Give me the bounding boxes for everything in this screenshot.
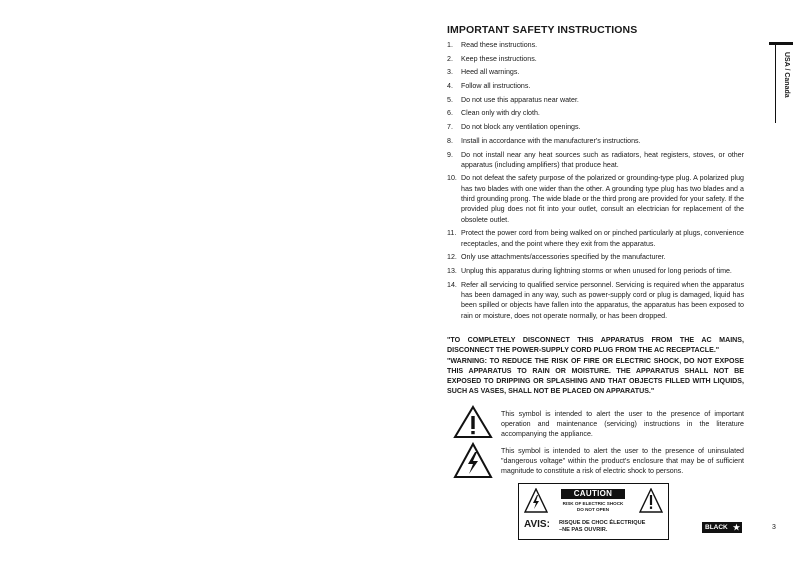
item-number: 5. <box>447 95 453 104</box>
item-text: Keep these instructions. <box>461 54 537 63</box>
item-number: 9. <box>447 150 453 159</box>
item-text: Unplug this apparatus during lightning storms or when unused for long periods of time. <box>461 267 732 276</box>
item-number: 7. <box>447 123 453 132</box>
caution-risk-text <box>557 501 629 512</box>
item-text: Read these instructions. <box>461 41 538 49</box>
avis-text <box>559 520 645 533</box>
page-title: IMPORTANT SAFETY INSTRUCTIONS <box>447 24 638 36</box>
item-number: 12. <box>447 253 457 262</box>
list-item <box>447 150 744 171</box>
lightning-triangle-icon <box>524 488 548 514</box>
logo-text: BLACK <box>705 524 728 531</box>
risk-line: RISK OF ELECTRIC SHOCK <box>562 501 624 506</box>
item-number: 1. <box>447 41 453 49</box>
item-text: Do not install near any heat sources such as radiators, heat registers, stoves, or other apparatus (including amplifiers) that produce heat. <box>461 150 744 169</box>
list-item <box>447 280 744 321</box>
star-icon: ★ <box>732 523 740 532</box>
item-number: 13. <box>447 267 457 276</box>
lightning-triangle-icon <box>453 442 493 480</box>
list-item <box>447 108 744 118</box>
fire-shock-warning: "WARNING: TO REDUCE THE RISK OF FIRE OR ELECTRIC SHOCK, DO NOT EXPOSE THIS APPARATUS TO RAIN OR MOISTURE. THE APPARATUS SHALL NOT BE EXPOSED TO DRIPPING OR SPLASHING AND THAT OBJECTS FILLED WITH LIQUIDS, SUCH AS VASES, SHALL NOT BE PLACED ON APPARATUS." <box>447 357 744 395</box>
item-number: 10. <box>447 174 457 183</box>
list-item <box>447 173 744 224</box>
brand-logo <box>702 522 742 533</box>
avis-label: AVIS: <box>524 519 550 530</box>
item-text: Install in accordance with the manufacturer's instructions. <box>461 136 641 145</box>
instructions-list <box>447 40 744 324</box>
exclamation-triangle-icon <box>453 405 493 439</box>
side-tab-label: USA / Canada <box>783 52 790 98</box>
page-number: 3 <box>772 524 776 531</box>
item-text: Only use attachments/accessories specified by the manufacturer. <box>461 253 666 262</box>
side-tab-line <box>775 45 776 123</box>
avis-line: –NE PAS OUVRIR. <box>559 526 608 533</box>
list-item <box>447 228 744 249</box>
side-tab-bar <box>769 42 793 45</box>
item-text: Follow all instructions. <box>461 82 531 91</box>
caution-label <box>518 483 669 540</box>
risk-line: DO NOT OPEN <box>576 506 610 512</box>
item-number: 8. <box>447 136 453 145</box>
exclamation-triangle-icon <box>639 488 663 514</box>
item-number: 14. <box>447 280 457 289</box>
item-number: 11. <box>447 229 457 238</box>
avis-line: RISQUE DE CHOC ÉLECTRIQUE <box>559 520 646 526</box>
list-item <box>447 81 744 91</box>
item-text: Do not block any ventilation openings. <box>461 123 581 132</box>
list-item <box>447 54 744 64</box>
list-item <box>447 266 744 276</box>
item-text: Heed all warnings. <box>461 68 520 77</box>
item-text: Do not defeat the safety purpose of the polarized or grounding-type plug. A polarized plug has two blades with one wider than the other. A grounding type plug has two blades and a third grounding prong. The wide blade or the third prong are provided for your safety. If the provided plug does not fit into your outlet, consult an electrician for replacement of the obsolete outlet. <box>461 174 744 224</box>
list-item <box>447 67 744 77</box>
item-number: 4. <box>447 82 453 91</box>
list-item <box>447 136 744 146</box>
item-text: Refer all servicing to qualified service personnel. Servicing is required when the apparatus has been damaged in any way, such as power-supply cord or plug is damaged, liquid has been spilled or objects have fallen into the apparatus, the apparatus has been exposed to rain or moisture, does not operate normally, or has been dropped. <box>461 280 744 320</box>
item-text: Protect the power cord from being walked on or pinched particularly at plugs, convenience receptacles, and the point where they exit from the apparatus. <box>461 229 744 248</box>
item-number: 3. <box>447 68 453 77</box>
caution-banner: CAUTION <box>561 489 625 499</box>
voltage-symbol-text: This symbol is intended to alert the user to the presence of uninsulated "dangerous voltage" within the product's enclosure that may be of sufficient magnitude to constitute a risk of electric shock to persons. <box>501 447 744 475</box>
item-text: Clean only with dry cloth. <box>461 109 540 118</box>
disconnect-warning: "TO COMPLETELY DISCONNECT THIS APPARATUS FROM THE AC MAINS, DISCONNECT THE POWER-SUPPLY CORD PLUG FROM THE AC RECEPTACLE." <box>447 336 744 354</box>
list-item <box>447 252 744 262</box>
list-item <box>447 122 744 132</box>
item-number: 2. <box>447 54 453 63</box>
item-number: 6. <box>447 109 453 118</box>
exclamation-symbol-text: This symbol is intended to alert the user to the presence of important operation and maintenance (servicing) instructions in the literature accompanying the appliance. <box>501 410 744 438</box>
list-item <box>447 40 744 50</box>
list-item <box>447 95 744 105</box>
item-text: Do not use this apparatus near water. <box>461 95 579 104</box>
